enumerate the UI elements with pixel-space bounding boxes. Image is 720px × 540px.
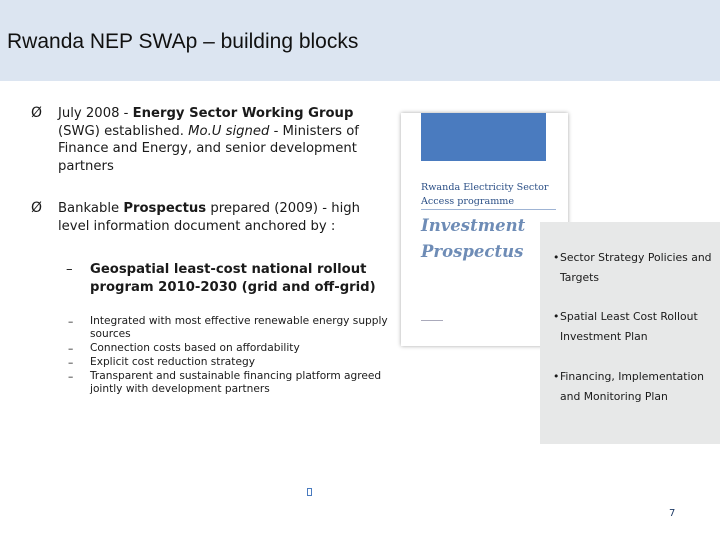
panel-item-text: Sector Strategy Policies and Targets (560, 251, 712, 284)
cover-footnote-line (421, 320, 443, 321)
sub-sub-list (68, 314, 390, 396)
arrow-bullet-icon: Ø (31, 105, 43, 121)
bullet-text-b: Energy Sector Working Group (132, 106, 354, 121)
list-item (68, 355, 390, 369)
cover-org-line1: Rwanda Electricity Sector (421, 182, 549, 193)
bullet-text-b: Prospectus (123, 201, 207, 216)
list-item (68, 314, 390, 341)
bullet-dot-icon: • (553, 370, 560, 383)
panel-item-text: Financing, Implementation and Monitoring Plan (560, 370, 704, 403)
list-item (68, 369, 390, 396)
bullet-text-a: Bankable (58, 201, 124, 216)
title-bar (0, 0, 720, 81)
cover-color-block (421, 113, 546, 161)
bullet-swg (31, 105, 388, 175)
bullet-text-a: July 2008 - (58, 106, 133, 121)
dash-marker: – (66, 262, 73, 277)
panel-item-text: Spatial Least Cost Rollout Investment Plan (560, 310, 698, 343)
panel-item-strategy (555, 248, 717, 287)
cover-org (421, 181, 551, 209)
dash-marker: – (68, 357, 74, 369)
list-item-text: Explicit cost reduction strategy (90, 356, 255, 368)
building-blocks-panel (540, 222, 720, 444)
list-item-text: Integrated with most effective renewable energy supply sources (90, 315, 388, 340)
page-title: Rwanda NEP SWAp – building blocks (7, 30, 359, 53)
bullet-prospectus (31, 200, 388, 235)
placeholder-glyph-icon (307, 488, 312, 496)
bullet-text-c: prepared (2009) - high level information document anchored by : (58, 201, 360, 234)
bullet-text-d: Mo.U signed (188, 123, 270, 139)
sub-bullet-geospatial (66, 261, 390, 296)
dash-marker: – (68, 371, 74, 383)
panel-item-financing (555, 367, 717, 406)
dash-marker: – (68, 343, 74, 355)
dash-marker: – (68, 316, 74, 328)
cover-org-line2: Access programme (421, 196, 515, 207)
cover-title-line1: Investment (421, 216, 526, 235)
list-item (68, 341, 390, 355)
arrow-bullet-icon: Ø (31, 200, 43, 216)
bullet-dot-icon: • (553, 251, 560, 264)
sub-bullet-text: Geospatial least-cost national rollout program 2010-2030 (grid and off-grid) (90, 262, 376, 295)
page-number: 7 (669, 508, 676, 519)
panel-item-rollout (555, 307, 717, 346)
bullet-dot-icon: • (553, 310, 560, 323)
list-item-text: Connection costs based on affordability (90, 342, 300, 354)
bullet-text-c: (SWG) established. (58, 123, 189, 139)
bullet-text-e: - Ministers of Finance and Energy, and senior development partners (58, 123, 359, 174)
list-item-text: Transparent and sustainable financing platform agreed jointly with development partners (90, 370, 382, 395)
cover-title-line2: Prospectus (421, 242, 524, 261)
cover-divider (421, 209, 556, 210)
